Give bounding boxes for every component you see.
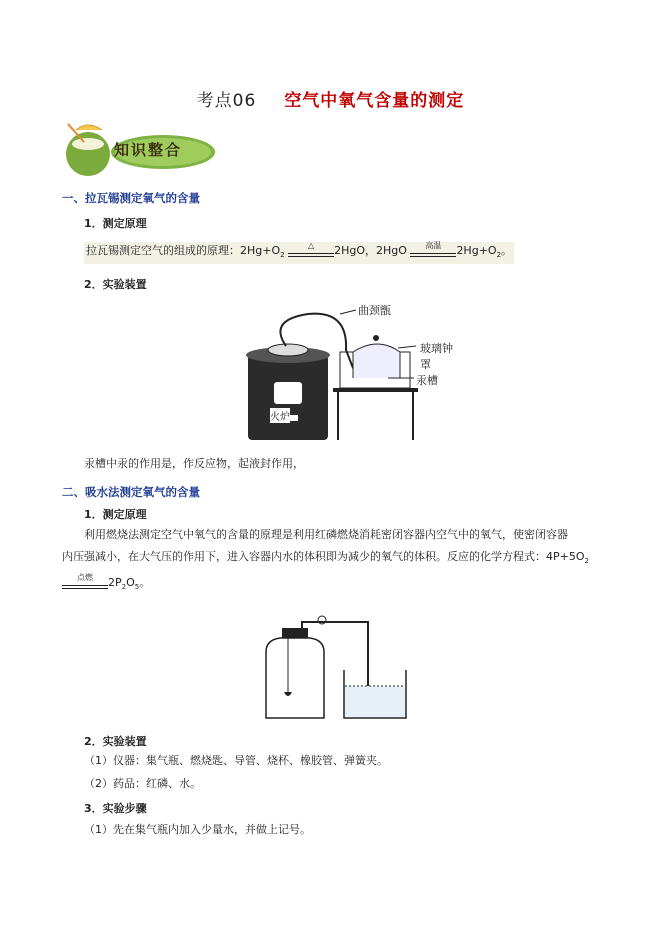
mercury-note: 汞槽中汞的作用是，作反应物，起液封作用， bbox=[84, 457, 304, 470]
subheading-steps: 3．实验步骤 bbox=[84, 802, 147, 815]
knowledge-banner bbox=[58, 120, 218, 178]
reagents-item: （2）药品：红磷、水。 bbox=[84, 777, 201, 790]
section-heading-lavoisier: 一、拉瓦锡测定氧气的含量 bbox=[62, 191, 200, 205]
principle-equation-2: 点燃 $2P_2O_5$。 bbox=[62, 574, 150, 596]
subheading-apparatus: 2．实验装置 bbox=[84, 278, 147, 291]
instruments-item: （1）仪器：集气瓶、燃烧匙、导管、烧杯、橡胶管、弹簧夹。 bbox=[84, 754, 388, 767]
label-furnace: 火炉 bbox=[270, 408, 290, 423]
label-bell-jar: 玻璃钟罩 bbox=[420, 342, 453, 371]
subheading-principle: 1．测定原理 bbox=[84, 217, 147, 230]
subheading-principle-2: 1．测定原理 bbox=[84, 508, 147, 521]
principle-paragraph-line1: 利用燃烧法测定空气中氧气的含量的原理是利用红磷燃烧消耗密闭容器内空气中的氧气，使密闭容器 bbox=[84, 528, 568, 541]
principle-equation: 拉瓦锡测定空气的组成的原理：$2Hg+O_2$ △ 2HgO，2HgO 高温 $2Hg+O_2$。 bbox=[84, 242, 514, 264]
topic-title: 空气中氧气含量的测定 bbox=[284, 91, 465, 111]
subheading-apparatus-2: 2．实验装置 bbox=[84, 735, 147, 748]
ignite-condition: 点燃 bbox=[62, 575, 108, 591]
principle-paragraph-line2: 内压强减小，在大气压的作用下，进入容器内水的体积即为减少的氧气的体积。反应的化学方程式：$4P+5O_2$ bbox=[62, 550, 589, 566]
page-title bbox=[0, 86, 661, 111]
step-1: （1）先在集气瓶内加入少量水，并做上记号。 bbox=[84, 823, 311, 836]
water-method-apparatus-figure bbox=[260, 612, 410, 722]
label-mercury-trough: 汞槽 bbox=[416, 374, 438, 387]
heat-condition: △ bbox=[288, 243, 334, 259]
topic-number: 考点06 bbox=[196, 91, 257, 111]
banner-text: 知识整合 bbox=[114, 141, 183, 159]
label-retort: 曲颈甑 bbox=[358, 304, 391, 317]
high-temp-condition: 高温 bbox=[410, 243, 456, 259]
section-heading-water-method: 二、吸水法测定氧气的含量 bbox=[62, 485, 200, 499]
lavoisier-apparatus-figure bbox=[228, 300, 458, 445]
